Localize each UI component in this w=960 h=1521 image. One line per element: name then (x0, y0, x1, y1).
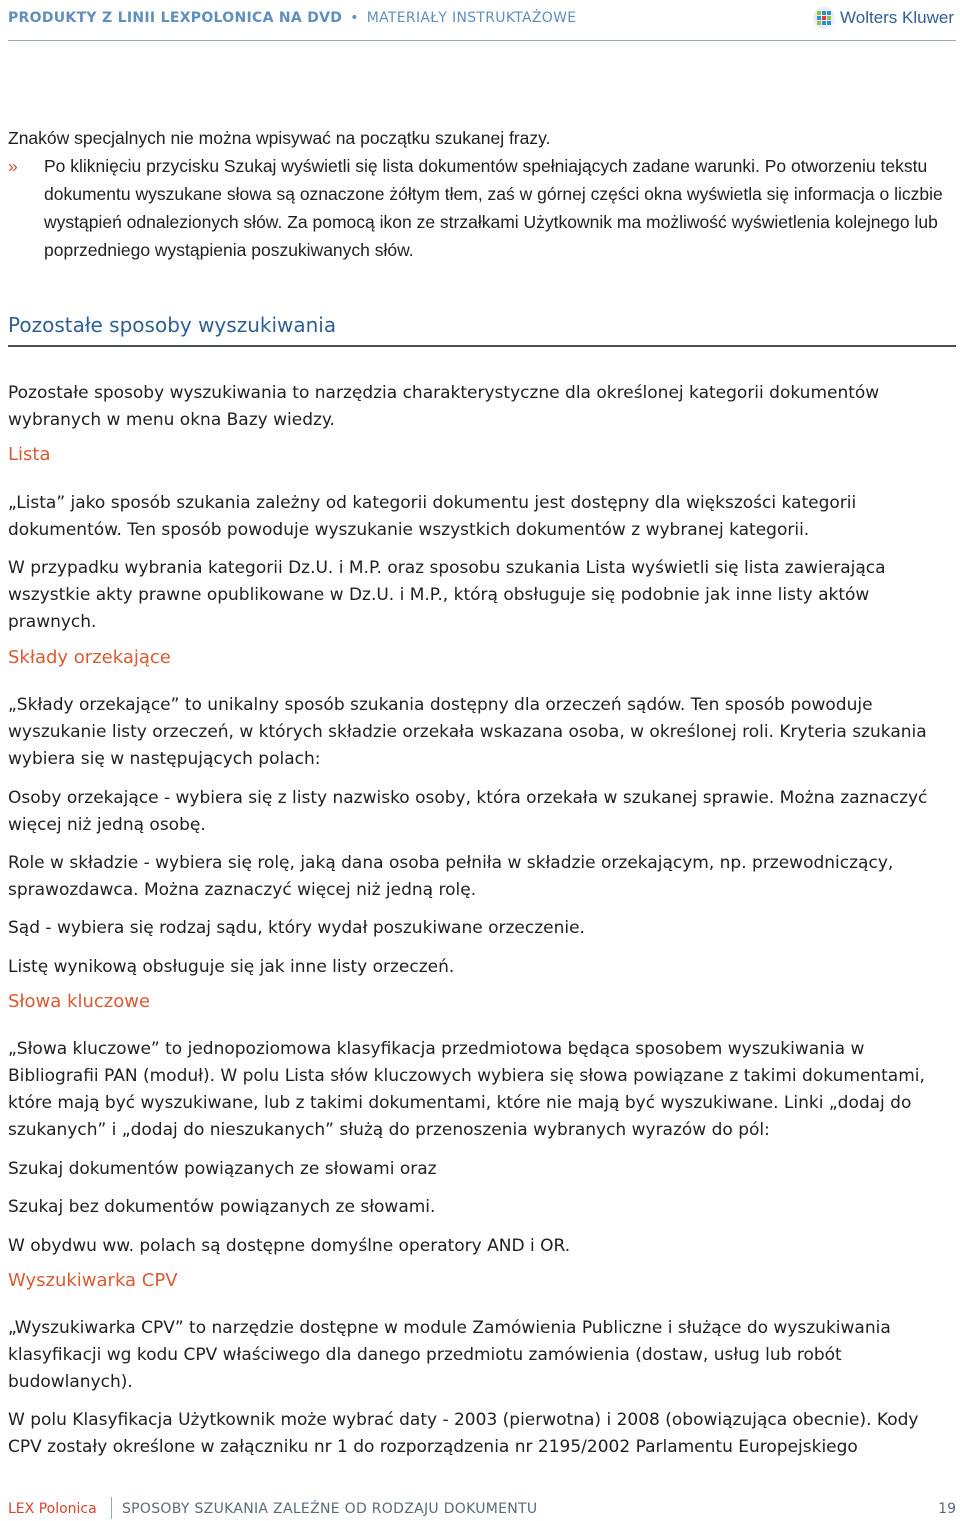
bullet-text: Po kliknięciu przycisku Szukaj wyświetli się lista dokumentów spełniających zadane warunki. Po otworzeniu tekstu dokumentu wyszukane słowa są oznaczone żółtym tłem, zaś w górnej części okna wyświetla się informacja o liczbie wystąpień odnalezionych słów. Za pomocą ikon ze strzałkami Użytkownik ma możliwość wyświetlenia kolejnego lub poprzedniego wystąpienia poszukiwanych słów. (44, 156, 943, 260)
sklady-paragraph-2: Osoby orzekające - wybiera się z listy nazwisko osoby, która orzekała w szukanej sprawie. Można zaznaczyć więcej niż jedną osobę. (8, 788, 928, 835)
logo-text: Wolters Kluwer (840, 8, 954, 27)
slowa-paragraph-2: Szukaj dokumentów powiązanych ze słowami oraz (8, 1159, 437, 1179)
footer-divider (111, 1497, 112, 1519)
heading-lista: Lista (8, 444, 51, 465)
slowa-paragraph-4: W obydwu ww. polach są dostępne domyślne operatory AND i OR. (8, 1236, 571, 1256)
page-number: 19 (938, 1501, 956, 1517)
section-intro: Pozostałe sposoby wyszukiwania to narzędzia charakterystyczne dla określonej kategorii dokumentów wybranych w menu okna Bazy wiedzy. (8, 383, 880, 430)
footer-chapter-title: SPOSOBY SZUKANIA ZALEŻNE OD RODZAJU DOKUMENTU (122, 1501, 538, 1517)
header-materials: MATERIAŁY INSTRUKTAŻOWE (366, 10, 577, 26)
cpv-paragraph-2: W polu Klasyfikacja Użytkownik może wybrać daty - 2003 (pierwotna) i 2008 (obowiązująca obecnie). Kody CPV zostały określone w załączniku nr 1 do rozporządzenia nr 2195/2002 Parlamentu Europejskiego (8, 1410, 919, 1457)
slowa-paragraph-1: „Słowa kluczowe” to jednopoziomowa klasyfikacja przedmiotowa będąca sposobem wyszukiwania w Bibliografii PAN (moduł). W polu Lista słów kluczowych wybiera się słowa powiązane z takimi dokumentami, które mają być wyszukiwane, lub z takimi dokumentami, które nie mają być wyszukiwane. Linki „dodaj do szukanych” i „dodaj do nieszukanych” służą do przenoszenia wybranych wyrazów do pól: (8, 1039, 925, 1140)
sklady-paragraph-3: Role w składzie - wybiera się rolę, jaką dana osoba pełniła w składzie orzekającym, np. przewodniczący, sprawozdawca. Można zaznaczyć więcej niż jedną rolę. (8, 853, 894, 900)
wolters-kluwer-logo-icon (812, 6, 836, 30)
heading-cpv: Wyszukiwarka CPV (8, 1270, 178, 1291)
lista-paragraph-2: W przypadku wybrania kategorii Dz.U. i M.P. oraz sposobu szukania Lista wyświetli się lista zawierająca wszystkie akty prawne opublikowane w Dz.U. i M.P., którą obsługuje się podobnie jak inne listy aktów prawnych. (8, 558, 886, 632)
heading-sklady: Składy orzekające (8, 647, 171, 668)
search-result-bullet (8, 152, 956, 264)
bullet-mark: » (8, 156, 18, 176)
footer-brand-lex: LEX (8, 1501, 35, 1517)
sklady-paragraph-5: Listę wynikową obsługuje się jak inne listy orzeczeń. (8, 957, 455, 977)
heading-slowa: Słowa kluczowe (8, 991, 151, 1012)
intro-line: Znaków specjalnych nie można wpisywać na początku szukanej frazy. (8, 128, 551, 148)
footer-brand-polonica: Polonica (38, 1501, 97, 1517)
footer-brand (8, 1501, 97, 1517)
sklady-paragraph-4: Sąd - wybiera się rodzaj sądu, który wydał poszukiwane orzeczenie. (8, 918, 585, 938)
publisher-logo (812, 4, 954, 32)
cpv-paragraph-1: „Wyszukiwarka CPV” to narzędzie dostępne w module Zamówienia Publiczne i służące do wyszukiwania klasyfikacji wg kodu CPV właściwego dla danego przedmiotu zamówienia (dostaw, usług lub robót budowlanych). (8, 1318, 891, 1392)
header-separator: • (350, 10, 359, 26)
lista-paragraph-1: „Lista” jako sposób szukania zależny od kategorii dokumentu jest dostępny dla większości kategorii dokumentów. Ten sposób powoduje wyszukanie wszystkich dokumentów z wybranej kategorii. (8, 493, 857, 540)
page-header (0, 0, 960, 40)
sklady-paragraph-1: „Składy orzekające” to unikalny sposób szukania dostępny dla orzeczeń sądów. Ten sposób powoduje wyszukanie listy orzeczeń, w których składzie orzekała wskazana osoba, w określonej roli. Kryteria szukania wybiera się w następujących polach: (8, 695, 927, 769)
running-header (8, 10, 576, 26)
section-title: Pozostałe sposoby wyszukiwania (8, 313, 337, 337)
intro-block (8, 124, 956, 264)
slowa-paragraph-3: Szukaj bez dokumentów powiązanych ze słowami. (8, 1197, 436, 1217)
section-rule (8, 345, 956, 347)
header-rule (8, 40, 956, 41)
page-footer (8, 1497, 956, 1521)
header-product-line: PRODUKTY Z LINII LEXPOLONICA NA DVD (8, 10, 343, 26)
